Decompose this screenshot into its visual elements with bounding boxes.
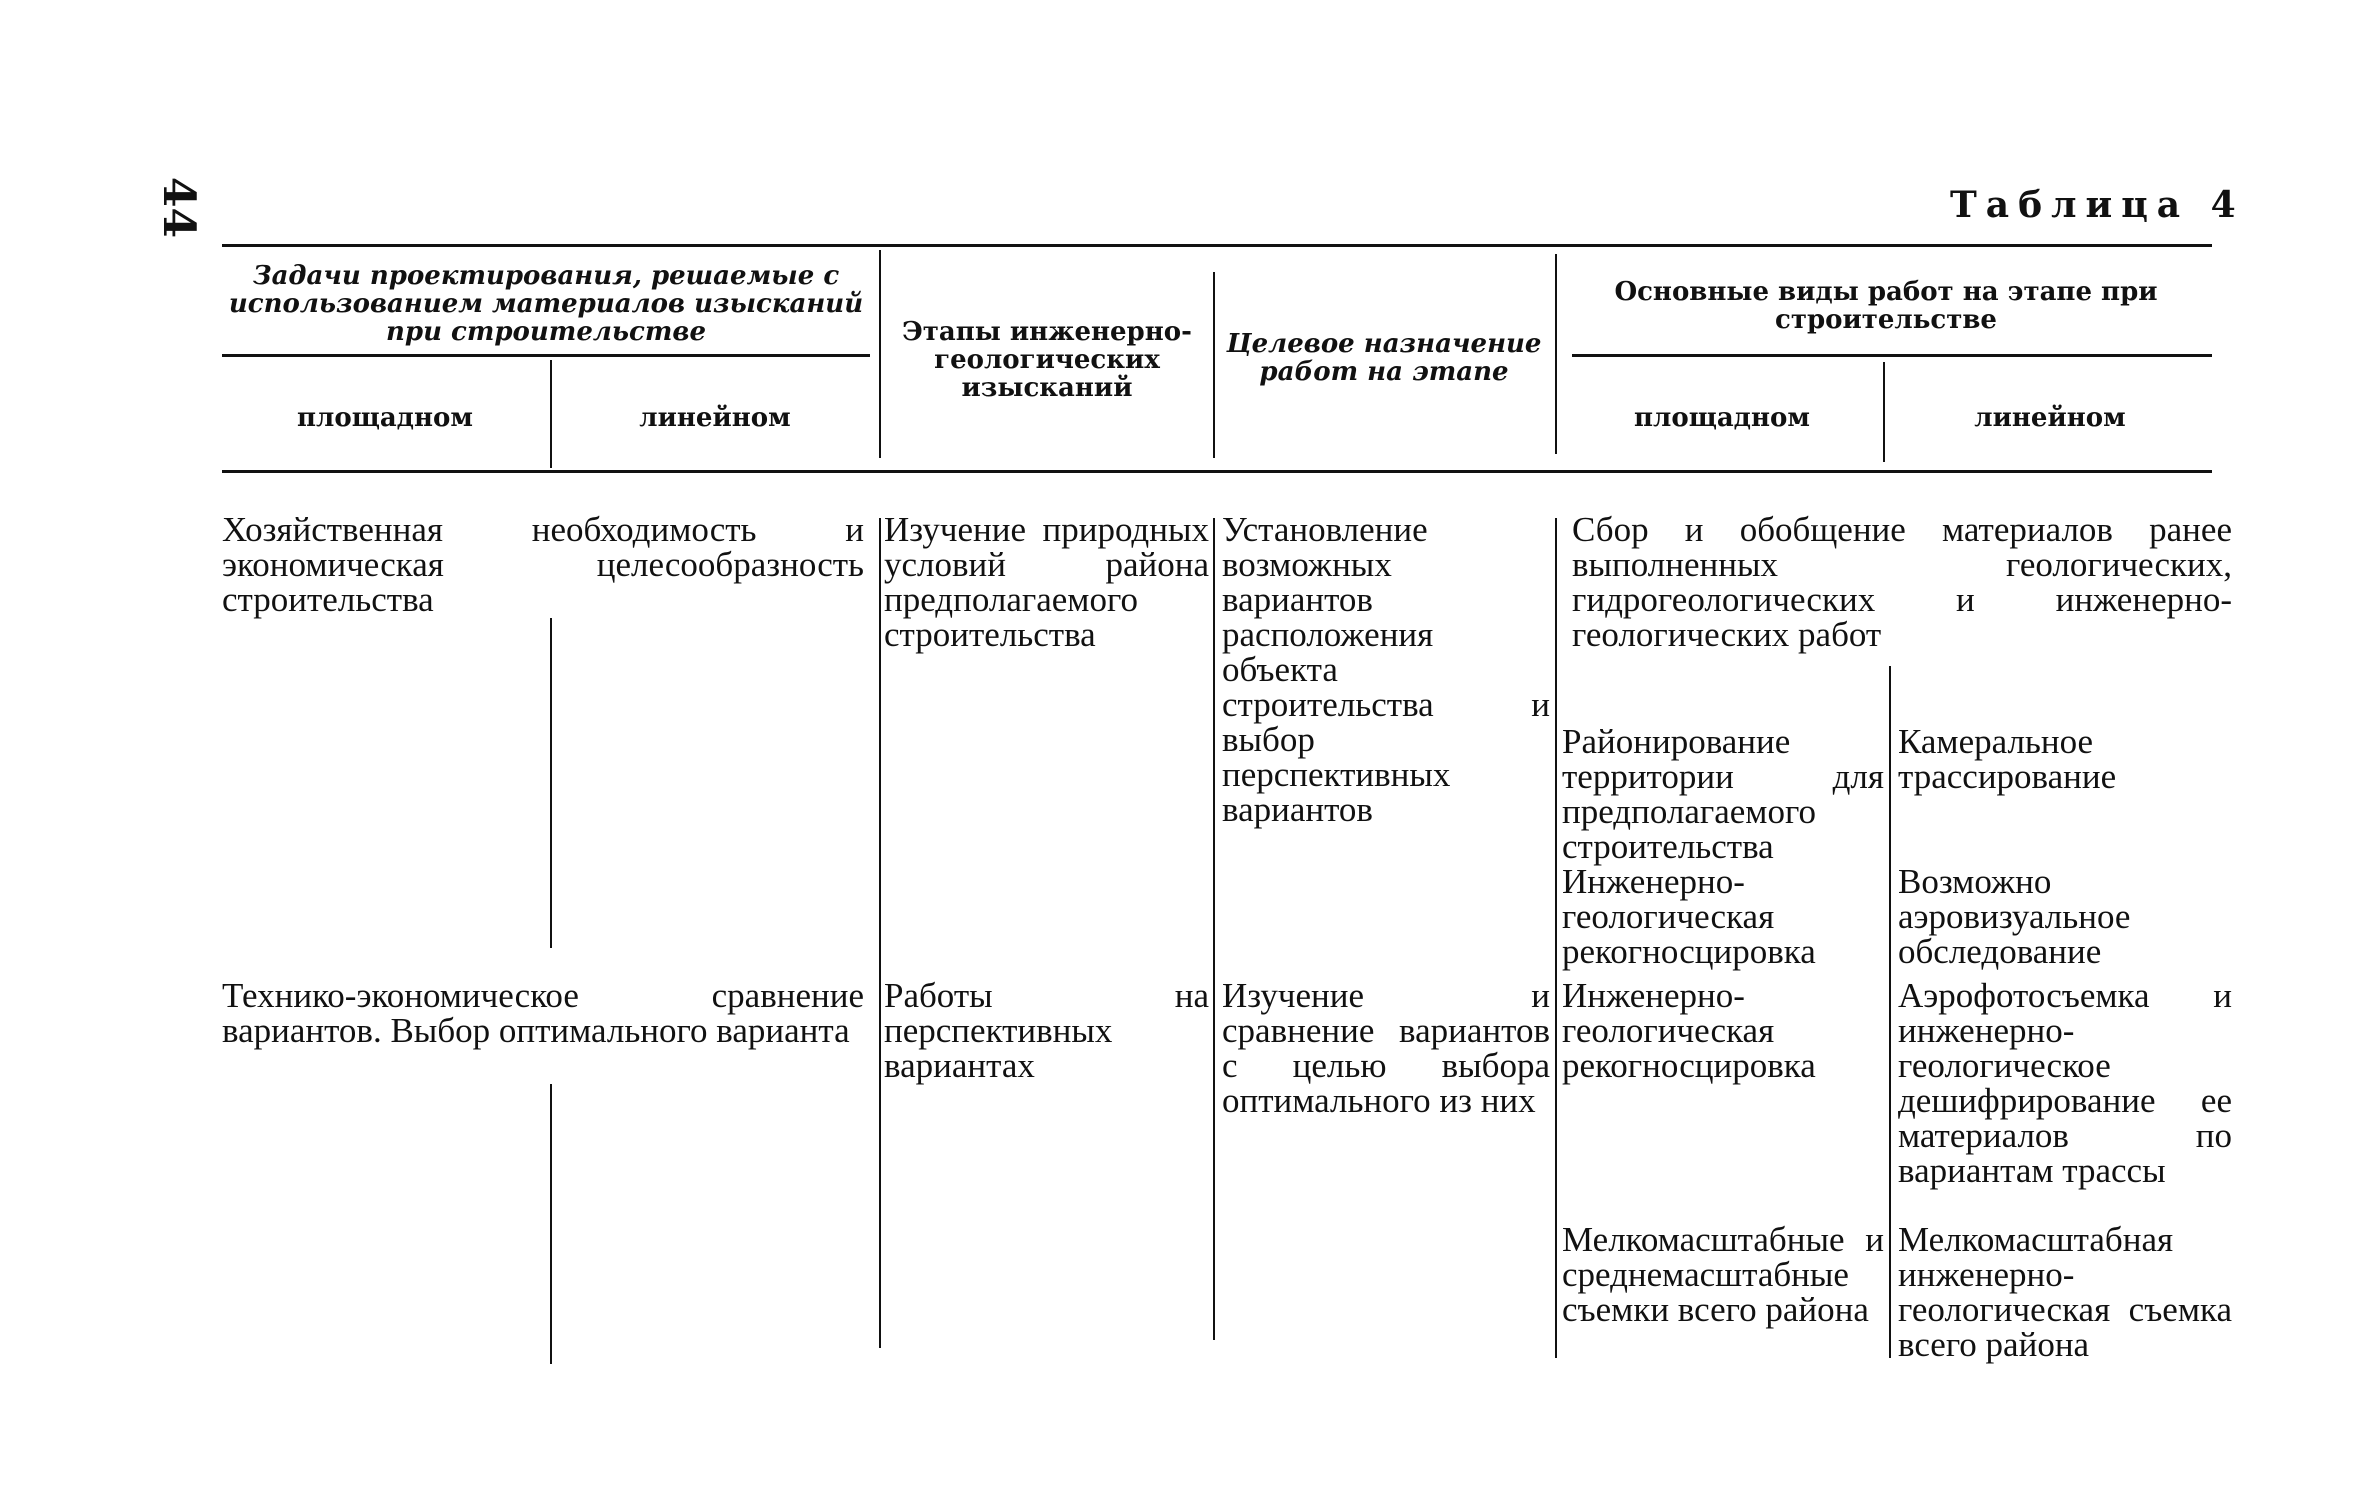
header-tasks-area: площадном bbox=[297, 403, 473, 433]
body-divider bbox=[1213, 518, 1215, 1340]
row1-works-common: Сбор и обобщение материалов ранее выполненных геологических, гидрогеологических и инженерно-геологических работ bbox=[1572, 510, 2232, 654]
header-divider bbox=[550, 360, 552, 468]
header-tasks: Задачи проектирования, решаемые с использованием материалов изысканий при строительстве bbox=[228, 261, 864, 347]
row1-stage: Изучение природных условий района предполагаемого строительства bbox=[884, 510, 1209, 654]
header-works-area: площадном bbox=[1634, 403, 1810, 433]
body-divider bbox=[550, 618, 552, 948]
body-divider bbox=[879, 518, 881, 1348]
row2-stage: Работы на перспективных вариантах bbox=[884, 976, 1209, 1085]
header-divider bbox=[1555, 254, 1557, 454]
header-tasks-linear: линейном bbox=[639, 403, 791, 433]
row2-works-linear-1: Аэрофотосъемка и инженерно-геологическое дешифрирование ее материалов по вариантам трассы bbox=[1898, 976, 2232, 1190]
row1-works-area-2: Инженерно-геологическая рекогносцировка bbox=[1562, 862, 1816, 971]
row1-works-linear-1: Камеральное трассирование bbox=[1898, 722, 2117, 796]
works-subheader-rule bbox=[1572, 354, 2212, 357]
row2-purpose: Изучение и сравнение вариантов с целью выбора оптимального из них bbox=[1222, 976, 1550, 1120]
row2-task: Технико-экономическое сравнение вариантов. Выбор оптимального варианта bbox=[222, 976, 864, 1050]
header-stages: Этапы инженерно-геологических изысканий bbox=[902, 317, 1192, 403]
body-divider bbox=[1555, 518, 1557, 1358]
header-works-linear: линейном bbox=[1974, 403, 2126, 433]
row2-works-area-1: Инженерно-геологическая рекогносцировка bbox=[1562, 976, 1816, 1085]
body-divider bbox=[1889, 666, 1891, 1358]
row1-task: Хозяйственная необходимость и экономическая целесообразность строительства bbox=[222, 510, 864, 619]
header-bottom-rule bbox=[222, 470, 2212, 473]
tasks-subheader-rule bbox=[222, 354, 870, 357]
table-title: Таблица 4 bbox=[1950, 184, 2245, 226]
row1-purpose: Установление возможных вариантов расположения объекта строительства и выбор перспективных вариантов bbox=[1222, 510, 1550, 829]
header-works: Основные виды работ на этапе при строительстве bbox=[1614, 277, 2158, 335]
row2-works-linear-2: Мелкомасштабная инженерно-геологическая съемка всего района bbox=[1898, 1220, 2232, 1364]
page-number: 44 bbox=[153, 176, 205, 239]
header-divider bbox=[1883, 362, 1885, 462]
row1-works-area-1: Районирование территории для предполагаемого строительства bbox=[1562, 722, 1884, 866]
table-top-rule bbox=[222, 244, 2212, 247]
header-purpose: Целевое назначение работ на этапе bbox=[1226, 329, 1542, 387]
header-divider bbox=[879, 250, 881, 458]
row2-works-area-2: Мелкомасштабные и среднемасштабные съемки всего района bbox=[1562, 1220, 1884, 1329]
header-divider bbox=[1213, 272, 1215, 458]
body-divider bbox=[550, 1084, 552, 1364]
row1-works-linear-2: Возможно аэровизуальное обследование bbox=[1898, 862, 2131, 971]
